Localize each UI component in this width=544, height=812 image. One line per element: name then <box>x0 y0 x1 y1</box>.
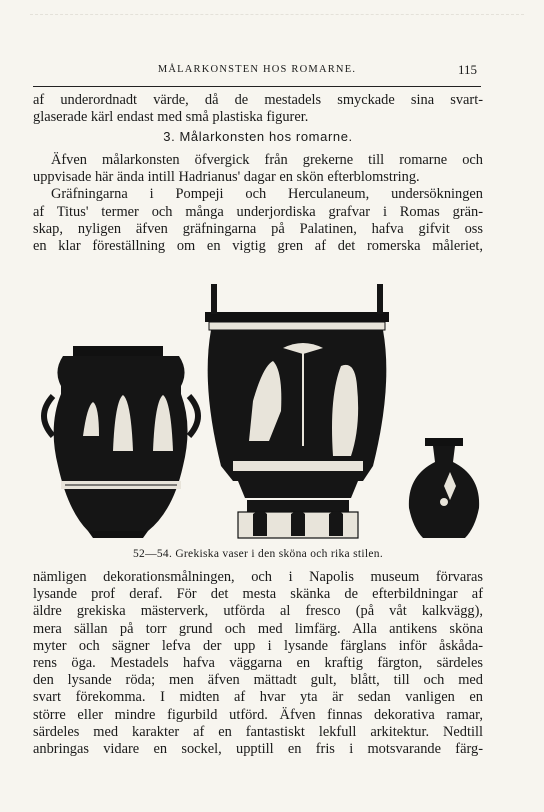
text-line: rens öga. Mestadels hafva väggarna en kraftig färgton, särdeles <box>33 655 483 672</box>
text-line: Äfven målarkonsten öfvergick från grekerne till romarne och <box>51 152 483 168</box>
text-line: större eller mindre figurbild utförd. Äfven finnas dekorativa ramar, <box>33 706 483 723</box>
text-line: af underordnadt värde, då de mestadels smyckade sina svart- <box>33 92 483 108</box>
vase-illustration <box>33 276 483 546</box>
vases-engraving <box>33 276 483 546</box>
section-title: 3. Målarkonsten hos romarne. <box>163 129 353 144</box>
center-krater <box>205 284 389 538</box>
text-line: glaserade kärl endast med små plastiska figurer. <box>33 109 309 126</box>
text-line: den lysande röda; men äfven mättadt gult, blått, till och med <box>33 672 483 689</box>
running-head: MÅLARKONSTEN HOS ROMARNE. <box>157 64 357 75</box>
right-vase <box>409 438 479 538</box>
figure-caption: 52—54. Grekiska vaser i den sköna och rika stilen. <box>132 548 384 560</box>
text-line: uppvisade här ända intill Hadrianus' dagar en skön efterblomstring. <box>33 169 420 186</box>
text-line: skap, nyligen äfven gräfningarna på Palatinen, hafva gifvit oss <box>33 220 483 237</box>
left-vase <box>44 346 198 538</box>
paragraph-after-figure <box>33 569 483 758</box>
text-line: af Titus' termer och många underjordiska grafvar i Romas grän- <box>33 203 483 220</box>
page-header <box>33 64 481 87</box>
paragraph-continued <box>33 92 483 126</box>
text-line: mera sällan på torr grund och med limfärg. Alla antikens sköna <box>33 620 483 637</box>
scan-noise <box>30 14 524 17</box>
text-line: särdeles med karakter af en fantastiskt lekfull arkitektur. Nedtill <box>33 723 483 740</box>
text-line: anbringas vidare en sockel, upptill en fris i motsvarande färg- <box>33 741 483 758</box>
page-number: 115 <box>457 62 477 77</box>
text-line: Gräfningarna i Pompeji och Herculaneum, undersökningen <box>51 186 483 203</box>
text-line: lysande prof deraf. För det mesta skänka de efterbildningar af <box>33 586 483 603</box>
text-line: myter och sägner lefva der upp i lysande färglans inför åskåda- <box>33 637 483 654</box>
text-line: äldre grekiska mästerverk, utförda al fresco (på våt kalkvägg), <box>33 603 483 620</box>
text-line: nämligen dekorationsmålningen, och i Napolis museum förvaras <box>33 569 483 585</box>
text-line: en klar föreställning om en vigtig gren af det romerska måleriet, <box>33 238 483 255</box>
section-paragraphs <box>33 152 483 255</box>
text-line: svart förekomma. I midten af hvar yta är sedan vanligen en <box>33 689 483 706</box>
